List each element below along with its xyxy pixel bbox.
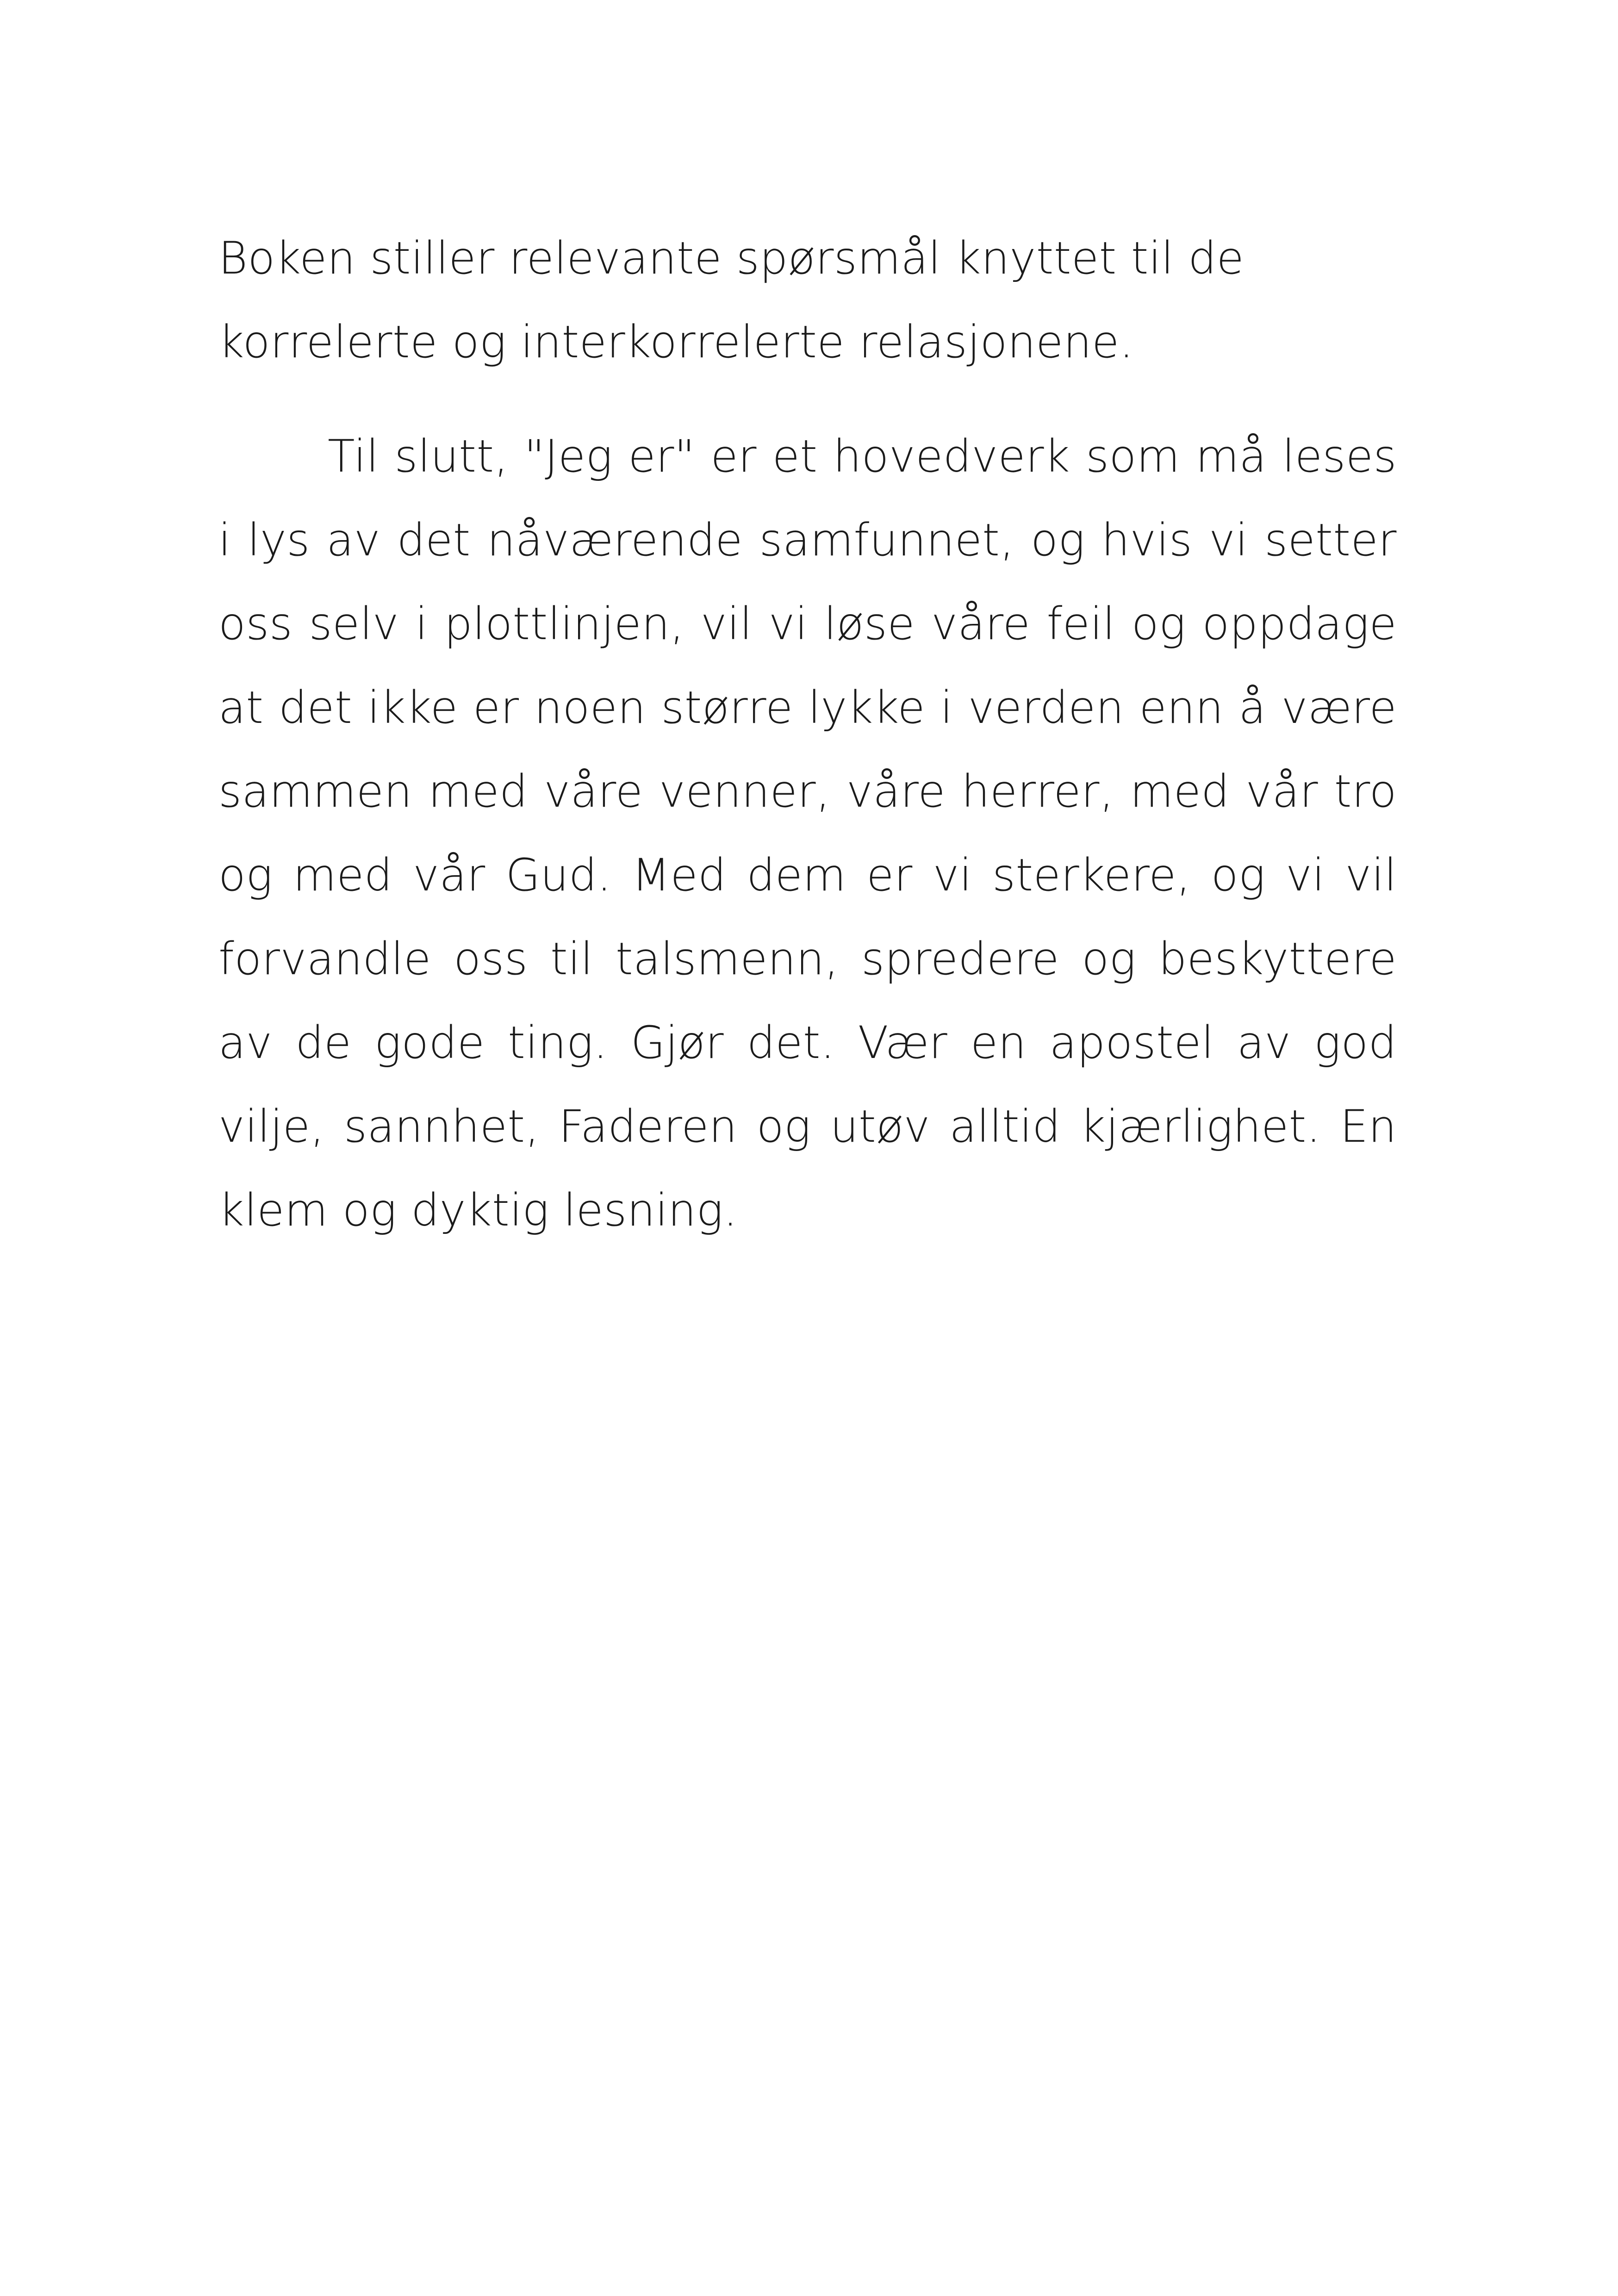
paragraph: Til slutt, "Jeg er" er et hovedverk som må leses i lys av det nåværende samfunnet, og hvis vi setter oss selv i plottlinjen, vil vi løse våre feil og oppdage at det ikke er noen større lykke i verden enn å være sammen med våre venner, våre herrer, med vår tro og med vår Gud. Med dem er vi sterkere, og vi vil forvandle oss til talsmenn, spredere og beskyttere av de gode ting. Gjør det. Vær en apostel av god vilje, sannhet, Faderen og utøv alltid kjærlighet. En klem og dyktig lesning. bbox=[218, 430, 1397, 1236]
body-text bbox=[218, 217, 1397, 1252]
paragraph: Boken stiller relevante spørsmål knyttet til de korrelerte og interkorrelerte relasjonene. bbox=[218, 232, 1245, 368]
